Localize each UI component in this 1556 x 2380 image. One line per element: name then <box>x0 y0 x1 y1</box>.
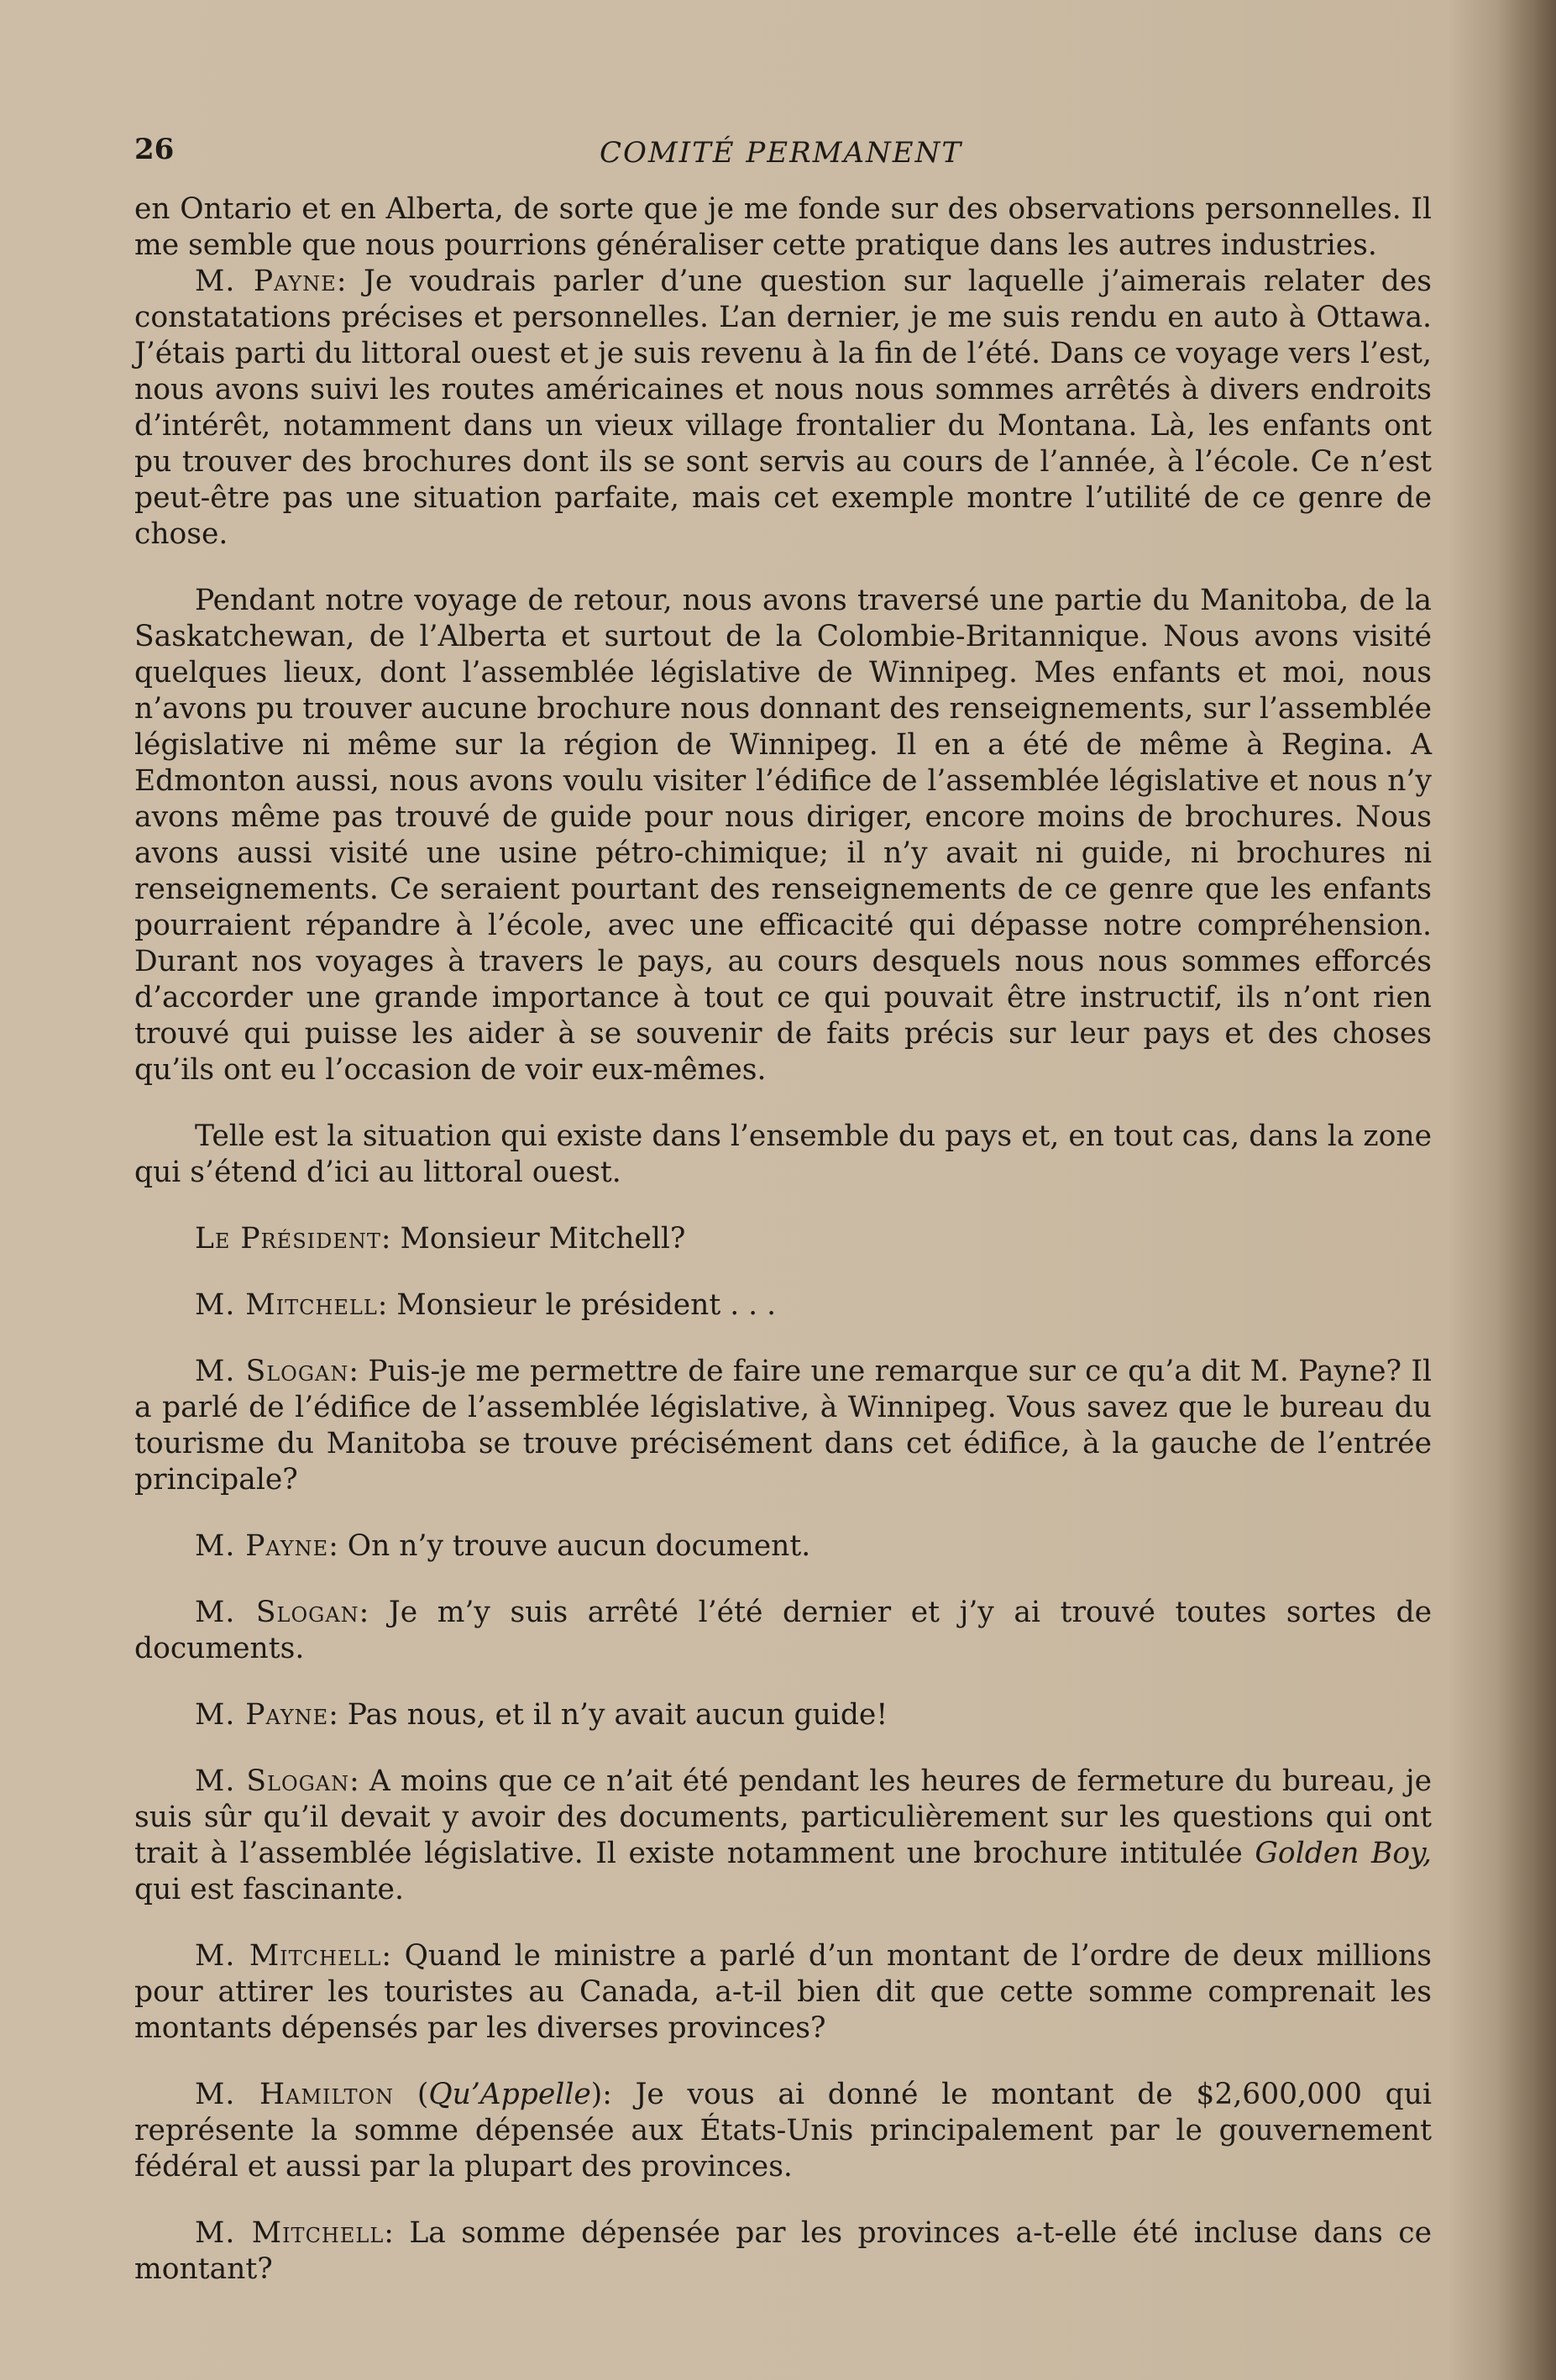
speaker-name: M. Slogan <box>195 1355 349 1388</box>
paragraph: Le Président: Monsieur Mitchell? <box>195 1222 686 1256</box>
page-spine-shadow <box>1497 0 1556 2380</box>
speaker-name: M. Payne <box>195 1698 329 1732</box>
book-title: Golden Boy, <box>1255 1837 1432 1870</box>
paragraph: Pendant notre voyage de retour, nous avons traversé une partie du Manitoba, de la Saskatchewan, de l’Alberta et surtout de la Colombie-Britannique. Nous avons visité quelques lieux, dont l’assemblée législative de Winnipeg. Mes enfants et moi, nous n’avons pu trouver aucune brochure nous donnant des renseignements, sur l’assemblée législative ni même sur la région de Winnipeg. Il en a été de même à Regina. A Edmonton aussi, nous avons voulu visiter l’édifice de l’assemblée législative et nous n’y avons même pas trouvé de guide pour nous diriger, encore moins de brochures. Nous avons aussi visité une usine pétro-chimique; il n’y avait ni guide, ni brochures ni renseignements. Ce seraient pourtant des renseignements de ce genre que les enfants pourraient répandre à l’école, avec une efficacité qui dépasse notre compréhension. Durant nos voyages à travers le pays, au cours desquels nous nous sommes efforcés d’accorder une grande importance à tout ce qui pouvait être instructif, ils n’ont rien trouvé qui puisse les aider à se souvenir de faits précis sur leur pays et des choses qu’ils ont eu l’occasion de voir eux-mêmes. <box>134 584 1432 1087</box>
speaker-name: Le Président <box>195 1222 381 1256</box>
paragraph: en Ontario et en Alberta, de sorte que je me fonde sur des observations personnelles. Il me semble que nous pourrions généraliser cette pratique dans les autres industries. <box>134 192 1432 262</box>
speaker-name: M. Payne <box>195 1529 329 1563</box>
running-head: COMITÉ PERMANENT <box>599 136 963 170</box>
speaker-name: M. Mitchell <box>195 2216 385 2250</box>
paragraph: Telle est la situation qui existe dans l’ensemble du pays et, en tout cas, dans la zone qui s’étend d’ici au littoral ouest. <box>134 1119 1432 1189</box>
paragraph: M. Payne: On n’y trouve aucun document. <box>195 1529 811 1563</box>
speaker-name: M. Slogan <box>195 1764 350 1798</box>
paragraph: M. Slogan: Puis-je me permettre de faire une remarque sur ce qu’a dit M. Payne? Il a parlé de l’édifice de l’assemblée législative, à Winnipeg. Vous savez que le bureau du tourisme du Manitoba se trouve précisément dans cet édifice, à la gauche de l’entrée principale? <box>134 1355 1432 1497</box>
paragraph: M. Hamilton (Qu’Appelle): Je vous ai donné le montant de $2,600,000 qui représente la somme dépensée aux États-Unis principalement par le gouvernement fédéral et aussi par la plupart des provinces. <box>134 2078 1432 2183</box>
speaker-name: M. Slogan <box>195 1596 359 1629</box>
speaker-name: M. Mitchell <box>195 1288 378 1322</box>
paragraph: M. Payne: Pas nous, et il n’y avait aucun guide! <box>195 1698 888 1732</box>
speaker-name: M. Payne <box>195 265 337 298</box>
speaker-name: M. Hamilton <box>195 2078 395 2111</box>
paragraph: M. Payne: Je voudrais parler d’une question sur laquelle j’aimerais relater des constatations précises et personnelles. L’an dernier, je me suis rendu en auto à Ottawa. J’étais parti du littoral ouest et je suis revenu à la fin de l’été. Dans ce voyage vers l’est, nous avons suivi les routes américaines et nous nous sommes arrêtés à divers endroits d’intérêt, notamment dans un vieux village frontalier du Montana. Là, les enfants ont pu trouver des brochures dont ils se sont servis au cours de l’année, à l’école. Ce n’est peut-être pas une situation parfaite, mais cet exemple montre l’utilité de ce genre de chose. <box>134 265 1432 551</box>
speaker-name: M. Mitchell <box>195 1939 382 1973</box>
paragraph: M. Mitchell: Monsieur le président . . . <box>195 1288 777 1322</box>
paragraph: M. Mitchell: La somme dépensée par les provinces a-t-elle été incluse dans ce montant? <box>134 2216 1432 2286</box>
body-text <box>134 191 1432 2288</box>
page-number: 26 <box>134 133 175 166</box>
speaker-riding: Qu’Appelle <box>428 2078 591 2111</box>
paragraph: M. Mitchell: Quand le ministre a parlé d’un montant de l’ordre de deux millions pour attirer les touristes au Canada, a-t-il bien dit que cette somme comprenait les montants dépensés par les diverses provinces? <box>134 1939 1432 2045</box>
paragraph: M. Slogan: Je m’y suis arrêté l’été dernier et j’y ai trouvé toutes sortes de documents. <box>134 1596 1432 1665</box>
paragraph: M. Slogan: A moins que ce n’ait été pendant les heures de fermeture du bureau, je suis sûr qu’il devait y avoir des documents, particulièrement sur les questions qui ont trait à l’assemblée législative. Il existe notamment une brochure intitulée Golden Boy, qui est fascinante. <box>134 1764 1432 1906</box>
page-header <box>134 133 1428 183</box>
